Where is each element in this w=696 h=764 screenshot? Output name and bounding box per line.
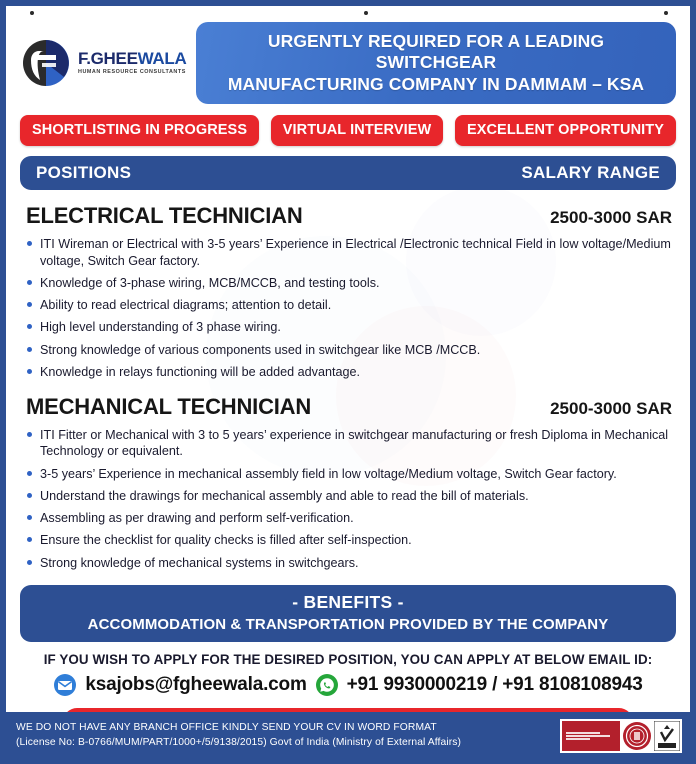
job-title: MECHANICAL TECHNICIAN [26,393,312,419]
requirement-item: Knowledge in relays functioning will be added advantage. [26,364,676,381]
job-listing-mechanical [20,394,676,572]
headline-banner [196,22,676,104]
status-badge: SHORTLISTING IN PROGRESS [20,115,259,146]
whatsapp-icon [315,673,339,697]
dot-icon [664,11,668,15]
job-header [20,203,676,229]
cert-text-line [566,738,590,740]
apply-instruction: IF YOU WISH TO APPLY FOR THE DESIRED POSITION, YOU CAN APPLY AT BELOW EMAIL ID: [43,652,653,668]
requirement-item: Knowledge of 3-phase wiring, MCB/MCCB, and testing tools. [26,275,676,292]
job-requirements-list [20,427,676,572]
salary-column-label: SALARY RANGE [521,163,660,183]
contact-email[interactable]: ksajobs@fgheewala.com [85,674,307,696]
company-logo [20,37,188,89]
cert-text-line [566,732,600,734]
job-header [20,394,676,420]
contact-row [20,673,676,697]
footer-line-2: (License No: B-0766/MUM/PART/1000+/5/9138/2015) Govt of India (Ministry of External Affairs) [16,737,462,748]
footer-line-1: WE DO NOT HAVE ANY BRANCH OFFICE KINDLY SEND YOUR CV IN WORD FORMAT [16,722,437,734]
requirement-item: Ensure the checklist for quality checks is filled after self-inspection. [26,532,676,549]
status-badges [20,115,676,146]
status-badge: EXCELLENT OPPORTUNITY [455,115,676,146]
envelope-icon [53,673,77,697]
ukas-badge-icon [654,721,680,751]
certification-seal-icon [622,721,652,751]
benefits-section [20,585,676,642]
benefits-description: ACCOMMODATION & TRANSPORTATION PROVIDED BY THE COMPANY [87,616,609,634]
status-badge: VIRTUAL INTERVIEW [271,115,444,146]
requirement-item: ITI Wireman or Electrical with 3-5 years’ Experience in Electrical /Electronic technical Field in low voltage/Medium voltage, Switch Gear factory. [26,236,676,269]
job-title: ELECTRICAL TECHNICIAN [26,203,303,229]
requirement-item: High level understanding of 3 phase wiring. [26,319,676,336]
requirement-item: Assembling as per drawing and perform self-verification. [26,510,676,527]
requirement-item: Strong knowledge of various components used in switchgear like MCB /MCCB. [26,342,676,359]
cert-text-line [566,735,610,737]
company-name: F.GHEEWALA [78,49,187,69]
poster-header [20,22,676,104]
website-banner[interactable] [63,708,633,712]
top-decorative-dots [20,6,676,22]
gheewala-logo-icon [20,37,72,89]
certification-badges [560,719,682,753]
headline-line-1: URGENTLY REQUIRED FOR A LEADING SWITCHGEAR [267,31,605,73]
bureau-veritas-badge [562,721,620,751]
requirement-item: Ability to read electrical diagrams; attention to detail. [26,297,676,314]
job-requirements-list [20,236,676,381]
requirement-item: ITI Fitter or Mechanical with 3 to 5 years’ experience in switchgear manufacturing or fresh Diploma in Mechanical Technology or equivalent. [26,427,676,460]
company-tagline: HUMAN RESOURCE CONSULTANTS [78,69,186,76]
dot-icon [364,11,368,15]
benefits-title: - BENEFITS - [292,592,404,613]
positions-column-label: POSITIONS [36,163,132,183]
contact-phones[interactable]: +91 9930000219 / +91 8108108943 [346,674,643,696]
footer-disclaimer [16,721,461,751]
logo-text [78,50,186,75]
requirement-item: 3-5 years’ Experience in mechanical assembly field in low voltage/Medium voltage, Switch Gear factory. [26,466,676,483]
job-listing-electrical [20,203,676,381]
poster-footer [6,712,690,753]
requirement-item: Strong knowledge of mechanical systems in switchgears. [26,555,676,572]
job-salary: 2500-3000 SAR [550,398,672,418]
content-panel [6,6,690,712]
positions-table-header [20,156,676,190]
requirement-item: Understand the drawings for mechanical assembly and able to read the bill of materials. [26,488,676,505]
job-salary: 2500-3000 SAR [550,208,672,228]
headline-line-2: MANUFACTURING COMPANY IN DAMMAM – KSA [227,73,645,94]
dot-icon [30,11,34,15]
